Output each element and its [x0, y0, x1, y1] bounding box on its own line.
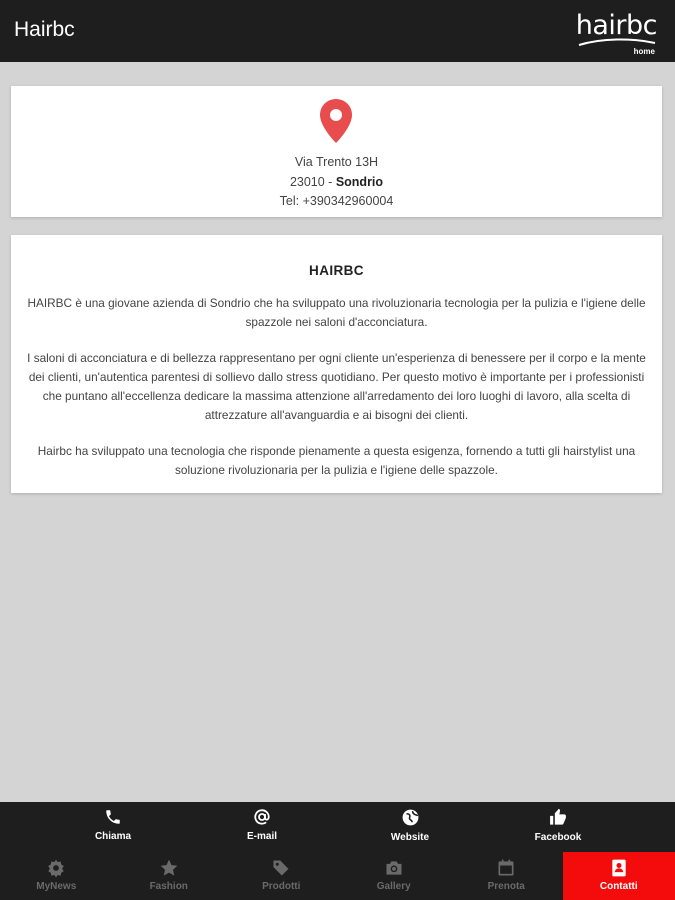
tab-label: Fashion: [149, 881, 188, 892]
tab-prenota[interactable]: [450, 852, 563, 900]
about-title: HAIRBC: [309, 263, 364, 278]
tab-label: Prodotti: [262, 881, 301, 892]
brand-logo[interactable]: [573, 10, 657, 58]
tab-label: Gallery: [376, 881, 411, 892]
about-paragraph: Hairbc ha sviluppato una tecnologia che risponde pienamente a questa esigenza, fornendo a tutti gli hairstylist una soluzione rivoluzionaria per la pulizia e l'igiene delle spazzole.: [37, 444, 636, 477]
logo-text: hairbc: [575, 10, 657, 41]
star-icon: [159, 858, 179, 878]
tab-gallery[interactable]: [338, 852, 451, 900]
email-button[interactable]: [202, 808, 322, 842]
tab-mynews[interactable]: [0, 852, 113, 900]
address-phone[interactable]: Tel: +390342960004: [279, 194, 394, 208]
thumbs-up-icon: [548, 808, 568, 827]
address-card: [11, 86, 662, 217]
gear-icon: [46, 858, 66, 878]
tab-label: Prenota: [487, 881, 525, 892]
address-city-line: [11, 173, 662, 193]
address-city: Sondrio: [335, 174, 384, 189]
address-postal-code: 23010 -: [289, 174, 336, 189]
about-paragraph: I saloni di acconciatura e di bellezza rappresentano per ogni cliente un'esperienza di benessere per il corpo e la mente dei clienti, un'autentica parentesi di sollievo dallo stress quotidiano. Per questo motivo è importante per i professionisti che puntano all'eccellenza dedicare la massima attenzione all'arredamento dei loro luoghi di lavoro, alla scelta di attrezzature all'avanguardia e ai bisogni dei clienti.: [27, 351, 646, 422]
at-sign-icon: [252, 808, 272, 826]
about-paragraph: HAIRBC è una giovane azienda di Sondrio che ha sviluppato una rivoluzionaria tecnologia per la pulizia e l'igiene delle spazzole nei saloni d'acconciatura.: [27, 296, 646, 329]
logo-subtext: home: [633, 47, 655, 56]
tab-fashion[interactable]: [113, 852, 226, 900]
tab-label: MyNews: [36, 881, 77, 892]
facebook-label: Facebook: [534, 832, 582, 843]
calendar-icon: [496, 858, 516, 878]
website-label: Website: [390, 832, 430, 843]
camera-icon: [384, 858, 404, 878]
website-button[interactable]: [350, 808, 470, 843]
globe-icon: [401, 808, 420, 827]
address-street: Via Trento 13H: [294, 155, 379, 169]
address-block: [11, 153, 662, 212]
app-title: Hairbc: [14, 18, 75, 41]
location-pin-icon[interactable]: [319, 98, 353, 144]
contact-action-bar: [0, 802, 675, 852]
tab-prodotti[interactable]: [225, 852, 338, 900]
app-bar: [0, 0, 675, 62]
contact-card-icon: [609, 858, 629, 878]
tab-label: Contatti: [599, 881, 638, 892]
email-label: E-mail: [246, 831, 277, 842]
call-label: Chiama: [94, 831, 132, 842]
bottom-nav: [0, 852, 675, 900]
facebook-button[interactable]: [498, 808, 618, 843]
phone-icon: [104, 808, 122, 826]
tag-icon: [271, 858, 291, 878]
tab-contatti[interactable]: [563, 852, 675, 900]
about-card: [11, 235, 662, 493]
call-button[interactable]: [53, 808, 173, 842]
